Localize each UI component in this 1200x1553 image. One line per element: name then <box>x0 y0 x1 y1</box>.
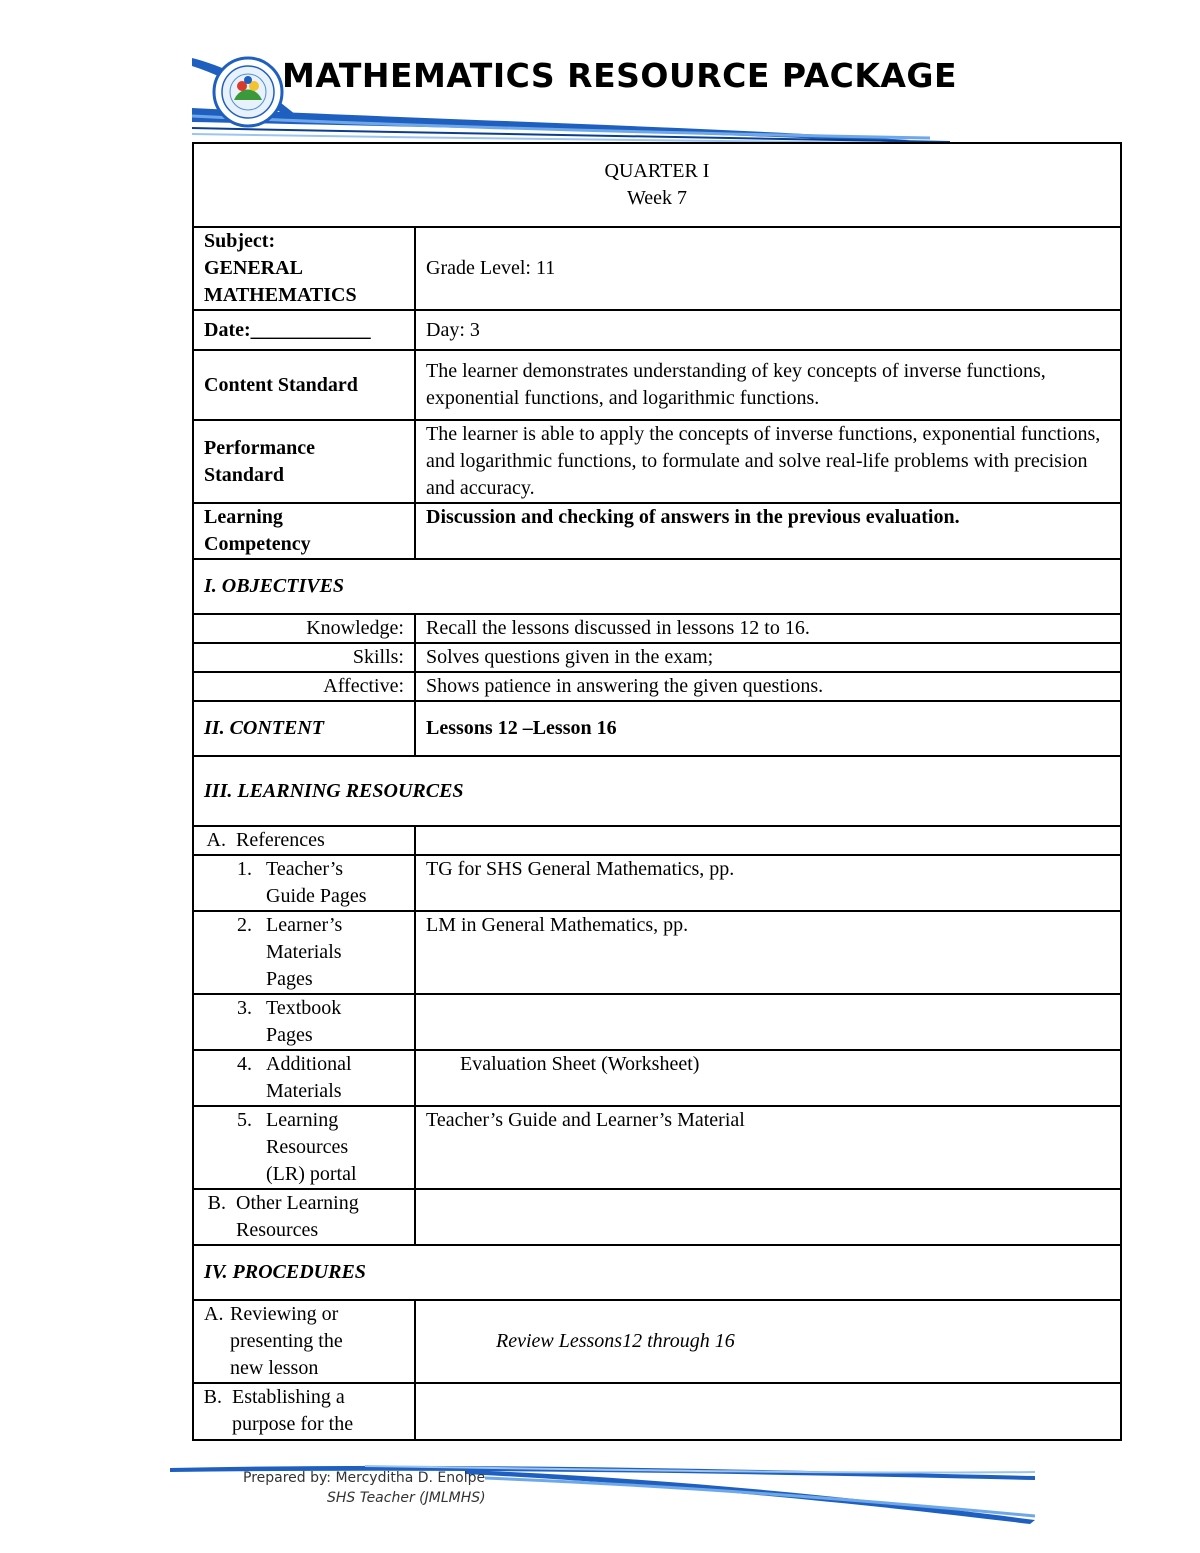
objectives-heading-row <box>193 559 1121 614</box>
learning-competency-label-cell <box>193 503 415 559</box>
knowledge-label: Knowledge: <box>193 614 415 643</box>
resource-label-line1: Teacher’s <box>266 858 344 880</box>
resource-label-line2: Materials <box>266 941 342 963</box>
procedure-b-line2: purpose for the <box>232 1413 354 1435</box>
procedure-a-line2: presenting the <box>230 1330 343 1352</box>
subject-line1: GENERAL <box>204 257 303 279</box>
references-label-cell <box>193 826 415 855</box>
resource-row <box>193 911 1121 994</box>
procedure-a-value-cell <box>415 1300 1121 1383</box>
resources-heading: III. LEARNING RESOURCES <box>193 756 1121 826</box>
procedure-a-row <box>193 1300 1121 1383</box>
lesson-plan-table <box>192 142 1122 1441</box>
grade-level: Grade Level: 11 <box>415 227 1121 310</box>
affective-row <box>193 672 1121 701</box>
resource-label-cell <box>193 994 415 1050</box>
knowledge-text: Recall the lessons discussed in lessons 12 to 16. <box>415 614 1121 643</box>
procedure-b-marker: B. <box>203 1386 222 1408</box>
resource-row <box>193 1050 1121 1106</box>
quarter-title: QUARTER I <box>604 160 710 182</box>
document-title: MATHEMATICS RESOURCE PACKAGE <box>282 56 958 95</box>
prepared-by: Prepared by: Mercyditha D. Enolpe <box>243 1470 486 1486</box>
learning-competency-row <box>193 503 1121 559</box>
procedure-a-marker: A. <box>204 1303 224 1325</box>
resource-label-line3: (LR) portal <box>266 1163 357 1185</box>
resource-label-cell <box>193 911 415 994</box>
procedure-b-line1: Establishing a <box>232 1386 345 1408</box>
resource-label-line1: Learning <box>266 1109 339 1131</box>
teacher-role: SHS Teacher (JMLMHS) <box>327 1490 486 1506</box>
resource-row <box>193 994 1121 1050</box>
resource-label-line3: Pages <box>266 968 313 990</box>
other-resources-marker: B. <box>207 1192 226 1214</box>
date-row <box>193 310 1121 350</box>
week-label: Week 7 <box>626 187 688 209</box>
skills-text: Solves questions given in the exam; <box>415 643 1121 672</box>
content-text: Lessons 12 –Lesson 16 <box>415 701 1121 756</box>
procedure-a-value: Review Lessons12 through 16 <box>496 1330 735 1352</box>
knowledge-row <box>193 614 1121 643</box>
resource-label-cell <box>193 1050 415 1106</box>
deped-seal-icon <box>212 56 284 128</box>
resource-label-line2: Materials <box>266 1080 342 1102</box>
resources-heading-row <box>193 756 1121 826</box>
performance-standard-label-cell <box>193 420 415 503</box>
date-label: Date:____________ <box>193 310 415 350</box>
resource-number: 2. <box>237 914 252 936</box>
resource-number: 5. <box>237 1109 252 1131</box>
day-value: Day: 3 <box>415 310 1121 350</box>
objectives-heading: I. OBJECTIVES <box>193 559 1121 614</box>
other-resources-value <box>415 1189 1121 1245</box>
references-label: References <box>236 829 325 851</box>
procedure-b-row <box>193 1383 1121 1440</box>
quarter-cell <box>193 143 1121 227</box>
resource-value: Evaluation Sheet (Worksheet) <box>460 1053 700 1075</box>
other-resources-row <box>193 1189 1121 1245</box>
resource-label-line2: Pages <box>266 1024 313 1046</box>
performance-standard-label-line1: Performance <box>204 436 316 459</box>
content-standard-row <box>193 350 1121 420</box>
footer-swoosh-decoration <box>165 1458 1045 1528</box>
resource-label-line1: Learner’s <box>266 914 343 936</box>
resource-value <box>415 994 1121 1050</box>
content-row <box>193 701 1121 756</box>
resource-label-cell <box>193 855 415 911</box>
references-row <box>193 826 1121 855</box>
procedure-a-label-cell <box>193 1300 415 1383</box>
page-header <box>190 48 1020 143</box>
performance-standard-label-line2: Standard <box>204 463 285 486</box>
procedures-heading-row <box>193 1245 1121 1300</box>
resource-row <box>193 1106 1121 1189</box>
page-footer <box>165 1458 1045 1528</box>
resource-value: TG for SHS General Mathematics, pp. <box>415 855 1121 911</box>
learning-competency-label-line2: Competency <box>204 533 311 555</box>
learning-competency-text: Discussion and checking of answers in the previous evaluation. <box>415 503 1121 559</box>
affective-text: Shows patience in answering the given questions. <box>415 672 1121 701</box>
performance-standard-row <box>193 420 1121 503</box>
procedure-b-value <box>415 1383 1121 1440</box>
resource-value: Teacher’s Guide and Learner’s Material <box>415 1106 1121 1189</box>
resource-value: LM in General Mathematics, pp. <box>415 911 1121 994</box>
resource-label-cell <box>193 1106 415 1189</box>
content-standard-text: The learner demonstrates understanding of key concepts of inverse functions, exponential functions, and logarithmic functions. <box>415 350 1121 420</box>
affective-label: Affective: <box>193 672 415 701</box>
subject-label-cell <box>193 227 415 310</box>
skills-row <box>193 643 1121 672</box>
subject-label: Subject: <box>204 230 276 252</box>
references-value <box>415 826 1121 855</box>
other-resources-label-cell <box>193 1189 415 1245</box>
skills-label: Skills: <box>193 643 415 672</box>
quarter-row <box>193 143 1121 227</box>
subject-row <box>193 227 1121 310</box>
procedure-a-line3: new lesson <box>230 1357 319 1379</box>
references-marker: A. <box>206 829 226 851</box>
resource-number: 4. <box>237 1053 252 1075</box>
resource-value-cell <box>415 1050 1121 1106</box>
resource-label-line2: Guide Pages <box>266 885 367 907</box>
resource-label-line1: Textbook <box>266 997 342 1019</box>
learning-competency-label-line1: Learning <box>204 506 283 528</box>
other-resources-line2: Resources <box>236 1219 319 1241</box>
procedure-b-label-cell <box>193 1383 415 1440</box>
resource-label-line2: Resources <box>266 1136 349 1158</box>
resource-row <box>193 855 1121 911</box>
resource-number: 1. <box>237 858 252 880</box>
resource-label-line1: Additional <box>266 1053 352 1075</box>
resource-number: 3. <box>237 997 252 1019</box>
content-heading: II. CONTENT <box>193 701 415 756</box>
other-resources-line1: Other Learning <box>236 1192 359 1214</box>
procedures-heading: IV. PROCEDURES <box>193 1245 1121 1300</box>
content-standard-label: Content Standard <box>193 350 415 420</box>
subject-line2: MATHEMATICS <box>204 284 357 306</box>
performance-standard-text: The learner is able to apply the concepts of inverse functions, exponential functions, and logarithmic functions, to formulate and solve real-life problems with precision and accuracy. <box>415 420 1121 503</box>
procedure-a-line1: Reviewing or <box>230 1303 339 1325</box>
